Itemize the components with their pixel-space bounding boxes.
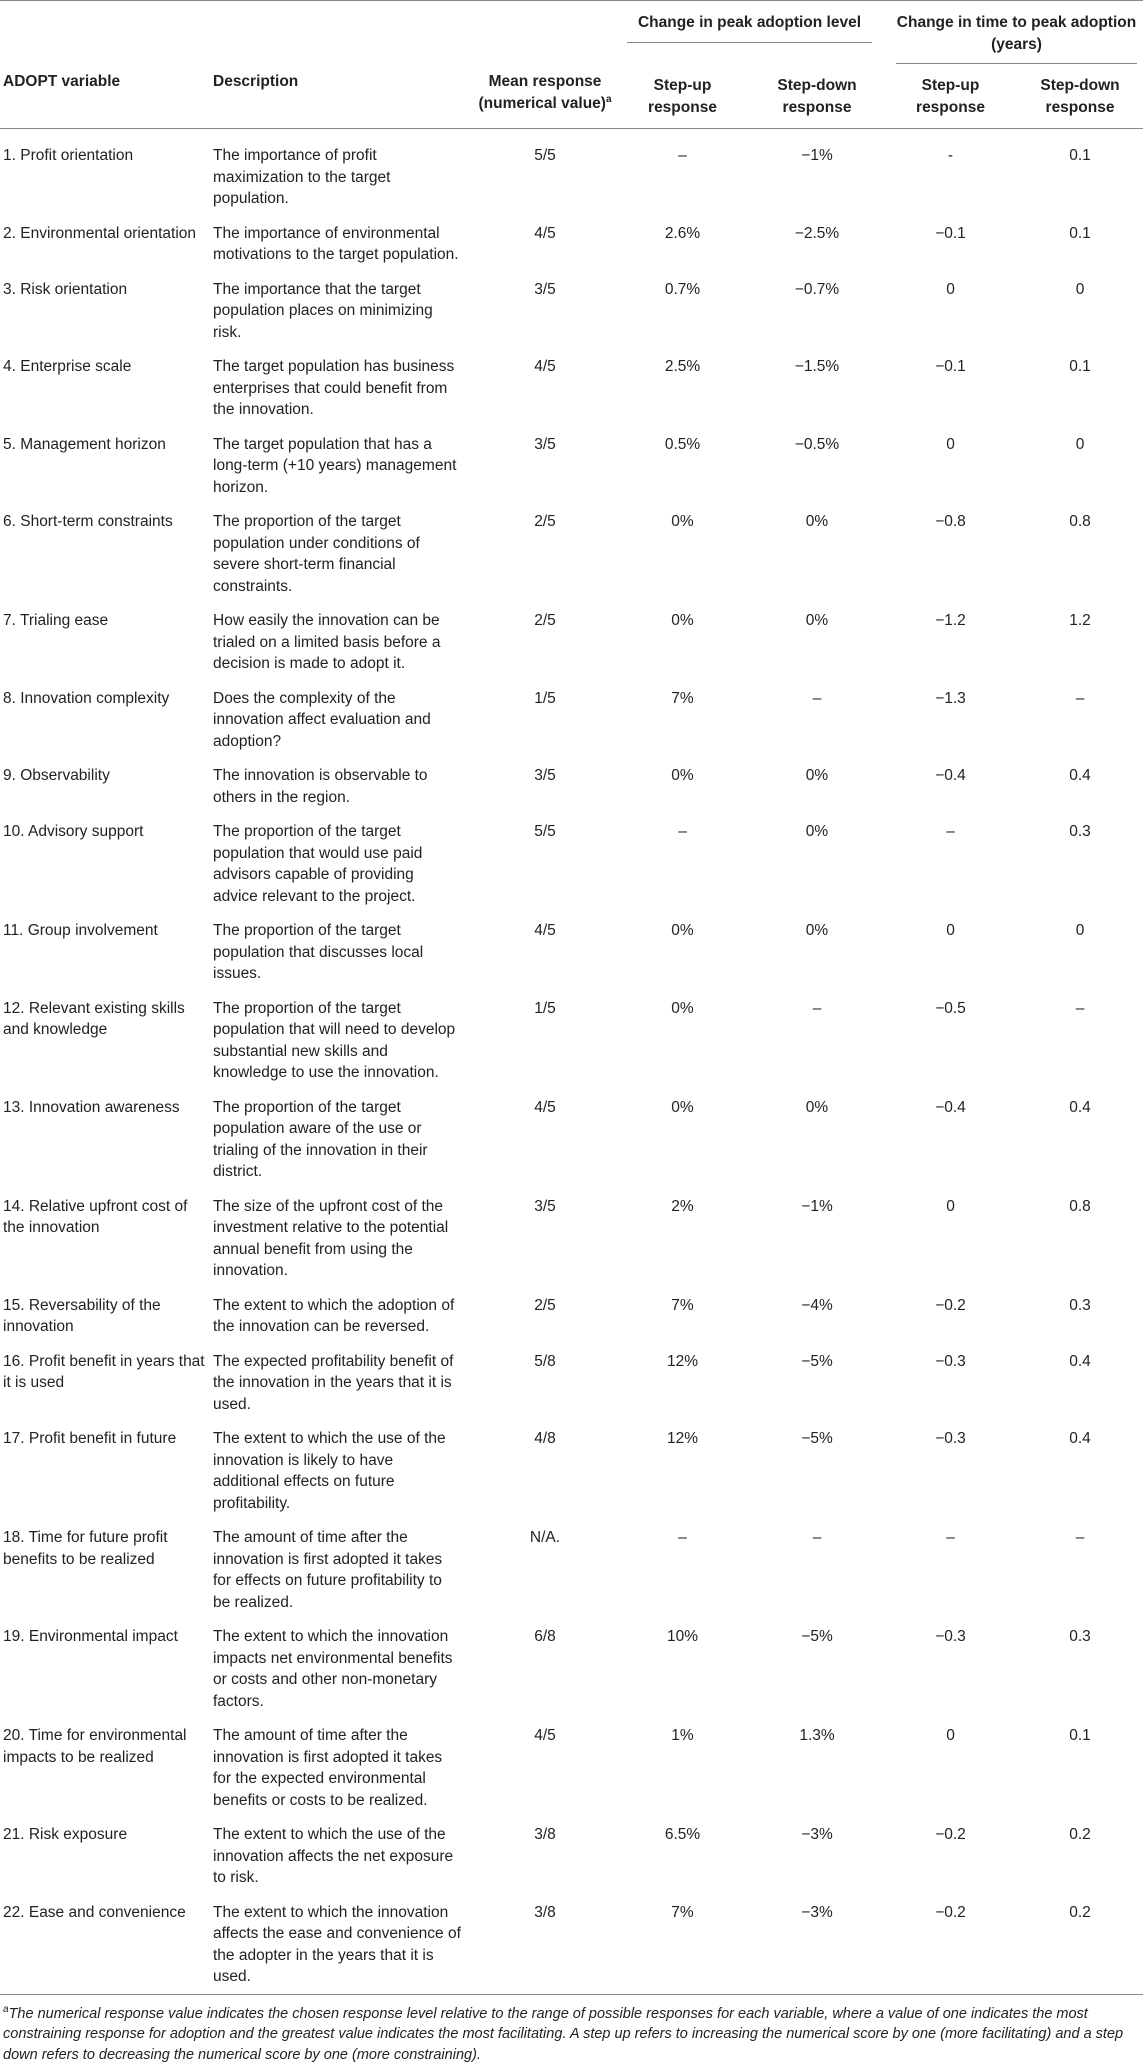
level-step-up-cell: 0% (615, 504, 750, 603)
description-cell: The extent to which the use of the innovation affects the net exposure to risk. (213, 1817, 475, 1895)
level-step-down-cell: – (750, 991, 884, 1090)
header-description: Description (213, 1, 475, 118)
description-cell: The amount of time after the innovation is first adopted it takes for the expected environmental benefits or costs to be realized. (213, 1718, 475, 1817)
table-row (0, 1619, 1143, 1718)
table-header (0, 1, 1143, 129)
description-cell: The proportion of the target population aware of the use or trialing of the innovation in their district. (213, 1090, 475, 1189)
time-step-down-cell: – (1017, 681, 1143, 759)
header-group-time-to-peak-label: Change in time to peak adoption (years) (896, 12, 1137, 64)
table-row (0, 991, 1143, 1090)
level-step-down-cell: 1.3% (750, 1718, 884, 1817)
mean-response-cell: 1/5 (475, 681, 615, 759)
level-step-up-cell: 2% (615, 1189, 750, 1288)
mean-response-cell: 4/5 (475, 216, 615, 272)
level-step-down-cell: −2.5% (750, 216, 884, 272)
level-step-up-cell: 10% (615, 1619, 750, 1718)
level-step-up-cell: 0% (615, 913, 750, 991)
variable-cell: 1. Profit orientation (0, 129, 213, 216)
table-row (0, 603, 1143, 681)
time-step-down-cell: 0.8 (1017, 1189, 1143, 1288)
variable-cell: 3. Risk orientation (0, 272, 213, 350)
description-cell: The target population that has a long-term (+10 years) management horizon. (213, 427, 475, 505)
header-mean-response (475, 1, 615, 118)
time-step-up-cell: – (884, 1520, 1017, 1619)
table-row (0, 1421, 1143, 1520)
table-row (0, 913, 1143, 991)
variable-cell: 6. Short-term constraints (0, 504, 213, 603)
level-step-down-cell: – (750, 681, 884, 759)
variable-cell: 5. Management horizon (0, 427, 213, 505)
time-step-down-cell: – (1017, 1520, 1143, 1619)
table-row (0, 216, 1143, 272)
level-step-up-cell: 7% (615, 1288, 750, 1344)
mean-response-cell: 2/5 (475, 1288, 615, 1344)
time-step-down-cell: 1.2 (1017, 603, 1143, 681)
header-variable: ADOPT variable (0, 1, 213, 118)
time-step-up-cell: 0 (884, 1189, 1017, 1288)
table-row (0, 1288, 1143, 1344)
mean-response-cell: 3/8 (475, 1817, 615, 1895)
table-row (0, 1344, 1143, 1422)
description-cell: How easily the innovation can be trialed on a limited basis before a decision is made to adopt it. (213, 603, 475, 681)
time-step-up-cell: 0 (884, 427, 1017, 505)
mean-response-cell: 1/5 (475, 991, 615, 1090)
time-step-up-cell: - (884, 129, 1017, 216)
time-step-up-cell: −0.1 (884, 349, 1017, 427)
mean-response-cell: 4/5 (475, 1090, 615, 1189)
variable-cell: 10. Advisory support (0, 814, 213, 913)
table-row (0, 814, 1143, 913)
level-step-down-cell: 0% (750, 1090, 884, 1189)
header-level-step-up: Step-up response (615, 71, 750, 118)
mean-response-cell: 5/5 (475, 129, 615, 216)
table-row (0, 758, 1143, 814)
level-step-down-cell: −3% (750, 1895, 884, 1995)
description-cell: Does the complexity of the innovation affect evaluation and adoption? (213, 681, 475, 759)
level-step-down-cell: −0.5% (750, 427, 884, 505)
variable-cell: 16. Profit benefit in years that it is used (0, 1344, 213, 1422)
time-step-down-cell: 0.4 (1017, 1421, 1143, 1520)
time-step-down-cell: 0.4 (1017, 758, 1143, 814)
level-step-down-cell: −5% (750, 1619, 884, 1718)
level-step-up-cell: 7% (615, 681, 750, 759)
level-step-down-cell: 0% (750, 758, 884, 814)
level-step-down-cell: 0% (750, 814, 884, 913)
time-step-down-cell: 0.1 (1017, 349, 1143, 427)
description-cell: The extent to which the use of the innovation is likely to have additional effects on future profitability. (213, 1421, 475, 1520)
time-step-down-cell: 0 (1017, 913, 1143, 991)
mean-response-cell: 2/5 (475, 603, 615, 681)
mean-response-cell: 3/5 (475, 758, 615, 814)
header-level-step-down: Step-down response (750, 71, 884, 118)
description-cell: The extent to which the adoption of the innovation can be reversed. (213, 1288, 475, 1344)
level-step-down-cell: 0% (750, 603, 884, 681)
table-row (0, 1090, 1143, 1189)
table-row (0, 272, 1143, 350)
header-footnote-marker: a (606, 93, 612, 104)
table-row (0, 427, 1143, 505)
mean-response-cell: 3/5 (475, 1189, 615, 1288)
level-step-up-cell: 0.7% (615, 272, 750, 350)
description-cell: The proportion of the target population under conditions of severe short-term financial constraints. (213, 504, 475, 603)
table-row (0, 504, 1143, 603)
level-step-up-cell: 0.5% (615, 427, 750, 505)
description-cell: The extent to which the innovation affects the ease and convenience of the adopter in the years that it is used. (213, 1895, 475, 1995)
variable-cell: 14. Relative upfront cost of the innovation (0, 1189, 213, 1288)
time-step-up-cell: −0.3 (884, 1421, 1017, 1520)
time-step-down-cell: 0.4 (1017, 1344, 1143, 1422)
level-step-down-cell: 0% (750, 504, 884, 603)
variable-cell: 4. Enterprise scale (0, 349, 213, 427)
level-step-up-cell: 0% (615, 758, 750, 814)
description-cell: The importance that the target population places on minimizing risk. (213, 272, 475, 350)
table-row (0, 349, 1143, 427)
footnote-text: The numerical response value indicates the chosen response level relative to the range of possible responses for each variable, where a value of one indicates the most constraining response for adoption and the greatest value indicates the most facilitating. A step up refers to increasing the numerical score by one (more facilitating) and a step down refers to decreasing the numerical score by one (more constraining). (3, 2006, 1123, 2063)
description-cell: The target population has business enterprises that could benefit from the innovation. (213, 349, 475, 427)
table-row (0, 1520, 1143, 1619)
level-step-up-cell: – (615, 814, 750, 913)
level-step-down-cell: −1% (750, 129, 884, 216)
time-step-down-cell: 0.3 (1017, 814, 1143, 913)
level-step-down-cell: −5% (750, 1344, 884, 1422)
level-step-up-cell: 0% (615, 603, 750, 681)
variable-cell: 2. Environmental orientation (0, 216, 213, 272)
description-cell: The proportion of the target population that discusses local issues. (213, 913, 475, 991)
time-step-up-cell: −0.1 (884, 216, 1017, 272)
time-step-down-cell: 0 (1017, 427, 1143, 505)
mean-response-cell: N/A. (475, 1520, 615, 1619)
variable-cell: 19. Environmental impact (0, 1619, 213, 1718)
time-step-up-cell: −0.3 (884, 1344, 1017, 1422)
variable-cell: 12. Relevant existing skills and knowledge (0, 991, 213, 1090)
mean-response-cell: 4/5 (475, 913, 615, 991)
time-step-down-cell: 0 (1017, 272, 1143, 350)
level-step-up-cell: 12% (615, 1344, 750, 1422)
level-step-up-cell: 2.5% (615, 349, 750, 427)
variable-cell: 22. Ease and convenience (0, 1895, 213, 1995)
level-step-up-cell: – (615, 129, 750, 216)
level-step-down-cell: −5% (750, 1421, 884, 1520)
description-cell: The proportion of the target population that would use paid advisors capable of providing advice relevant to the project. (213, 814, 475, 913)
table-row (0, 1817, 1143, 1895)
description-cell: The extent to which the innovation impacts net environmental benefits or costs and other non-monetary factors. (213, 1619, 475, 1718)
time-step-down-cell: 0.3 (1017, 1619, 1143, 1718)
table-row (0, 1189, 1143, 1288)
mean-response-cell: 2/5 (475, 504, 615, 603)
level-step-up-cell: 0% (615, 991, 750, 1090)
time-step-up-cell: −0.4 (884, 758, 1017, 814)
table-row (0, 681, 1143, 759)
description-cell: The size of the upfront cost of the investment relative to the potential annual benefit from using the innovation. (213, 1189, 475, 1288)
level-step-down-cell: −0.7% (750, 272, 884, 350)
mean-response-cell: 5/5 (475, 814, 615, 913)
time-step-up-cell: 0 (884, 913, 1017, 991)
header-group-peak-level-label: Change in peak adoption level (627, 12, 872, 43)
level-step-up-cell: 2.6% (615, 216, 750, 272)
time-step-down-cell: – (1017, 991, 1143, 1090)
level-step-down-cell: −1% (750, 1189, 884, 1288)
level-step-up-cell: – (615, 1520, 750, 1619)
mean-response-cell: 5/8 (475, 1344, 615, 1422)
time-step-up-cell: 0 (884, 1718, 1017, 1817)
table-body (0, 129, 1143, 1995)
level-step-up-cell: 7% (615, 1895, 750, 1995)
time-step-down-cell: 0.1 (1017, 216, 1143, 272)
time-step-down-cell: 0.1 (1017, 129, 1143, 216)
description-cell: The innovation is observable to others in the region. (213, 758, 475, 814)
time-step-up-cell: −0.3 (884, 1619, 1017, 1718)
footnote-marker: a (3, 2004, 9, 2015)
footnote (0, 1995, 1143, 2065)
header-time-step-up: Step-up response (884, 71, 1017, 118)
description-cell: The expected profitability benefit of the innovation in the years that it is used. (213, 1344, 475, 1422)
time-step-down-cell: 0.4 (1017, 1090, 1143, 1189)
description-cell: The amount of time after the innovation is first adopted it takes for effects on future profitability to be realized. (213, 1520, 475, 1619)
time-step-up-cell: −0.4 (884, 1090, 1017, 1189)
mean-response-cell: 3/5 (475, 272, 615, 350)
header-mean-response-label: Mean response (numerical value) (478, 73, 606, 112)
header-group-time-to-peak (884, 1, 1143, 71)
level-step-up-cell: 6.5% (615, 1817, 750, 1895)
time-step-up-cell: −0.2 (884, 1288, 1017, 1344)
header-group-peak-level (615, 1, 884, 71)
header-time-step-down: Step-down response (1017, 71, 1143, 118)
time-step-up-cell: −0.8 (884, 504, 1017, 603)
variable-cell: 8. Innovation complexity (0, 681, 213, 759)
time-step-up-cell: −0.2 (884, 1895, 1017, 1995)
time-step-up-cell: −1.3 (884, 681, 1017, 759)
variable-cell: 9. Observability (0, 758, 213, 814)
level-step-up-cell: 12% (615, 1421, 750, 1520)
mean-response-cell: 3/5 (475, 427, 615, 505)
time-step-down-cell: 0.2 (1017, 1895, 1143, 1995)
time-step-up-cell: −1.2 (884, 603, 1017, 681)
table-row (0, 1718, 1143, 1817)
table-row (0, 129, 1143, 216)
level-step-up-cell: 0% (615, 1090, 750, 1189)
description-cell: The proportion of the target population that will need to develop substantial new skills and knowledge to use the innovation. (213, 991, 475, 1090)
time-step-down-cell: 0.8 (1017, 504, 1143, 603)
level-step-down-cell: −1.5% (750, 349, 884, 427)
variable-cell: 21. Risk exposure (0, 1817, 213, 1895)
time-step-down-cell: 0.1 (1017, 1718, 1143, 1817)
description-cell: The importance of profit maximization to the target population. (213, 129, 475, 216)
time-step-up-cell: 0 (884, 272, 1017, 350)
time-step-up-cell: −0.5 (884, 991, 1017, 1090)
table-row (0, 1895, 1143, 1995)
variable-cell: 11. Group involvement (0, 913, 213, 991)
variable-cell: 17. Profit benefit in future (0, 1421, 213, 1520)
level-step-down-cell: −4% (750, 1288, 884, 1344)
time-step-down-cell: 0.2 (1017, 1817, 1143, 1895)
mean-response-cell: 3/8 (475, 1895, 615, 1995)
mean-response-cell: 4/5 (475, 1718, 615, 1817)
time-step-up-cell: – (884, 814, 1017, 913)
description-cell: The importance of environmental motivations to the target population. (213, 216, 475, 272)
variable-cell: 15. Reversability of the innovation (0, 1288, 213, 1344)
level-step-down-cell: – (750, 1520, 884, 1619)
variable-cell: 18. Time for future profit benefits to be realized (0, 1520, 213, 1619)
time-step-up-cell: −0.2 (884, 1817, 1017, 1895)
level-step-up-cell: 1% (615, 1718, 750, 1817)
mean-response-cell: 4/5 (475, 349, 615, 427)
mean-response-cell: 4/8 (475, 1421, 615, 1520)
level-step-down-cell: 0% (750, 913, 884, 991)
level-step-down-cell: −3% (750, 1817, 884, 1895)
time-step-down-cell: 0.3 (1017, 1288, 1143, 1344)
mean-response-cell: 6/8 (475, 1619, 615, 1718)
variable-cell: 7. Trialing ease (0, 603, 213, 681)
variable-cell: 20. Time for environmental impacts to be realized (0, 1718, 213, 1817)
variable-cell: 13. Innovation awareness (0, 1090, 213, 1189)
